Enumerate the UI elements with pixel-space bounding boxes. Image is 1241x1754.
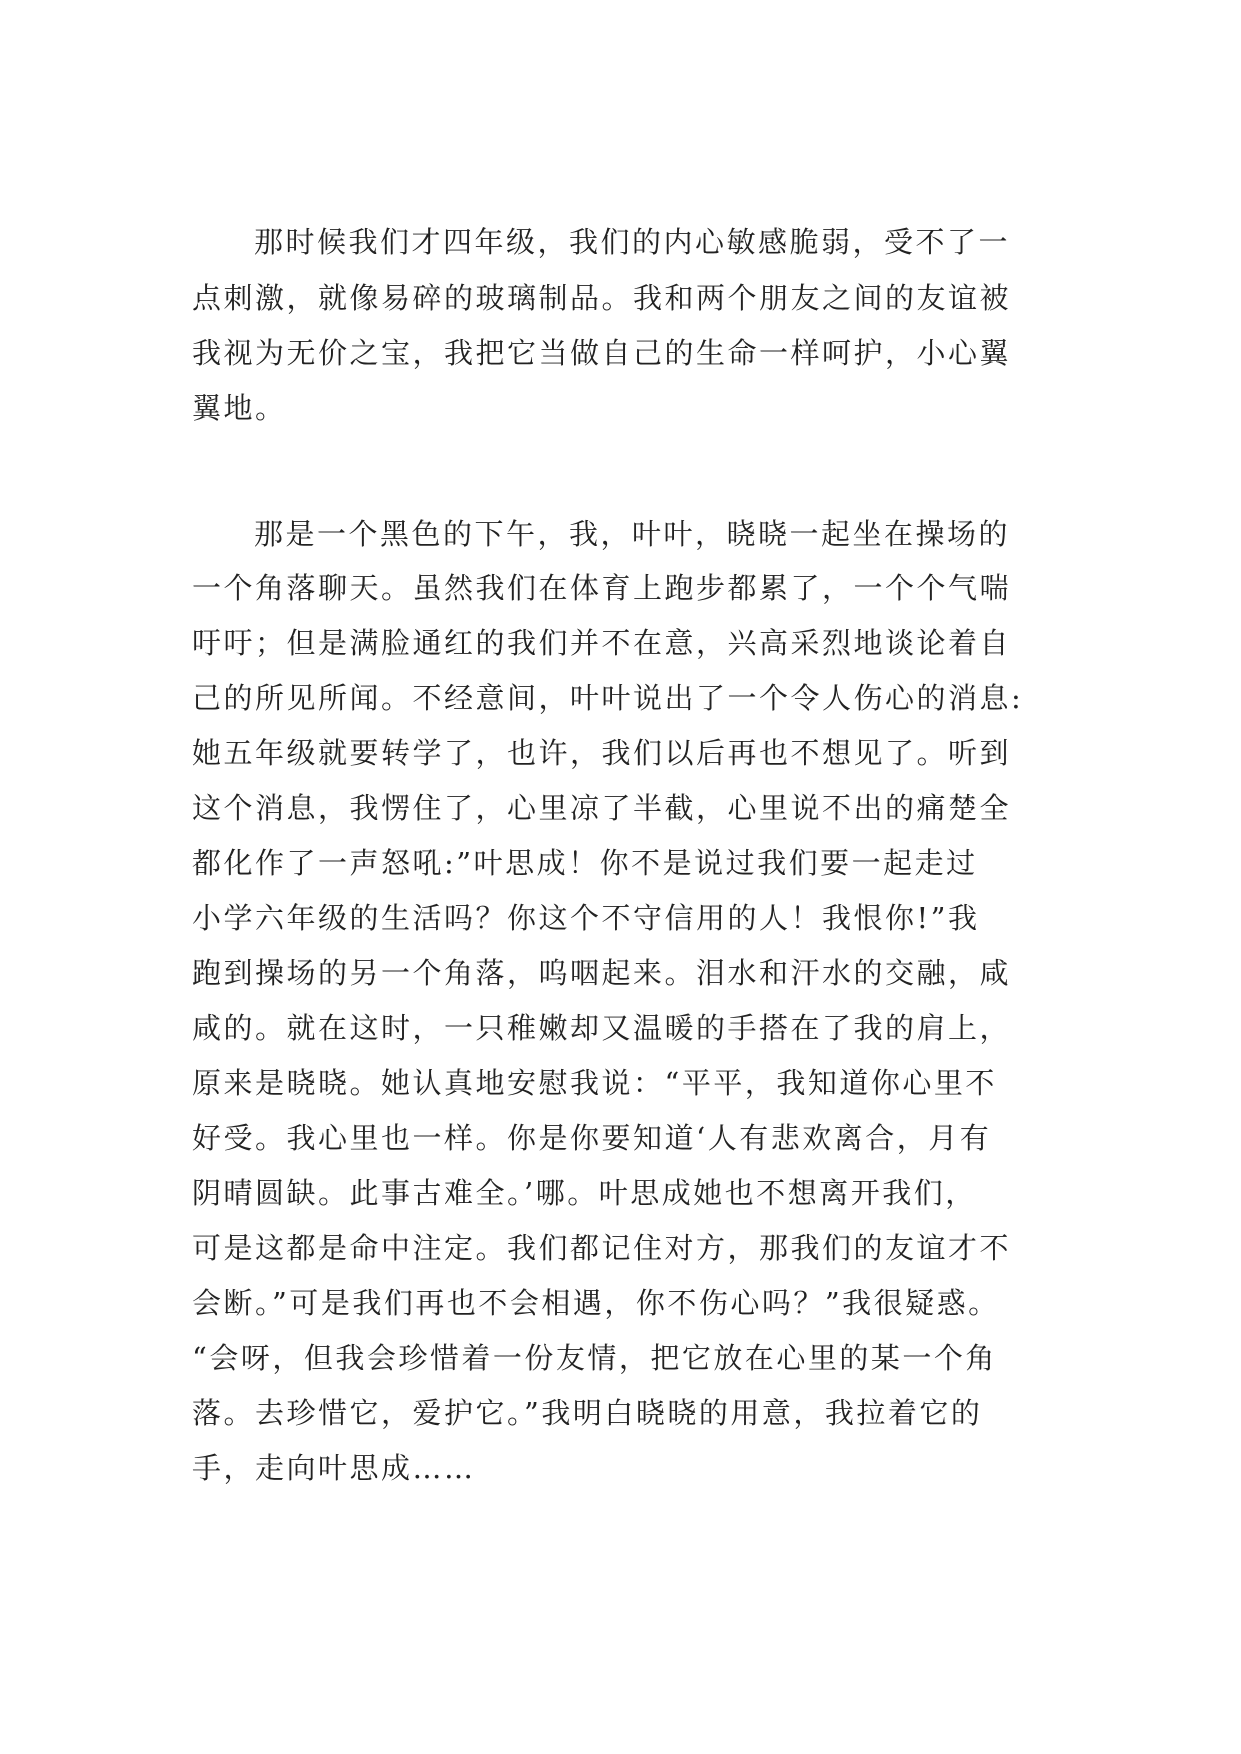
text-line: 一个角落聊天。虽然我们在体育上跑步都累了，一个个气喘	[192, 571, 1012, 605]
text-line: 手，走向叶思成……	[192, 1451, 476, 1485]
text-line: 她五年级就要转学了，也许，我们以后再也不想见了。听到	[192, 736, 1012, 770]
text-line: “会呀，但我会珍惜着一份友情，把它放在心里的某一个角	[192, 1341, 997, 1375]
text-line: 己的所见所闻。不经意间，叶叶说出了一个令人伤心的消息:	[192, 681, 1024, 715]
text-line: 咸的。就在这时，一只稚嫩却又温暖的手搭在了我的肩上，	[192, 1011, 1012, 1045]
text-line: 这个消息，我愣住了，心里凉了半截，心里说不出的痛楚全	[192, 791, 1012, 825]
text-line: 好受。我心里也一样。你是你要知道‘人有悲欢离合，月有	[192, 1121, 992, 1155]
text-line: 阴晴圆缺。此事古难全。’哪。叶思成她也不想离开我们，	[192, 1176, 977, 1210]
text-line: 会断。”可是我们再也不会相遇，你不伤心吗？”我很疑惑。	[192, 1286, 1000, 1320]
text-line: 跑到操场的另一个角落，呜咽起来。泪水和汗水的交融，咸	[192, 956, 1012, 990]
text-line: 可是这都是命中注定。我们都记住对方，那我们的友谊才不	[192, 1231, 1012, 1265]
text-line: 原来是晓晓。她认真地安慰我说：“平平，我知道你心里不	[192, 1066, 997, 1100]
text-line: 小学六年级的生活吗？你这个不守信用的人！我恨你!”我	[192, 901, 980, 935]
text-line: 那是一个黑色的下午，我，叶叶，晓晓一起坐在操场的	[254, 517, 1011, 551]
text-line: 都化作了一声怒吼:”叶思成！你不是说过我们要一起走过	[192, 846, 978, 880]
text-line: 翼地。	[192, 391, 287, 425]
text-line: 我视为无价之宝，我把它当做自己的生命一样呵护，小心翼	[192, 336, 1012, 370]
text-line: 吁吁；但是满脸通红的我们并不在意，兴高采烈地谈论着自	[192, 626, 1012, 660]
text-line: 点刺激，就像易碎的玻璃制品。我和两个朋友之间的友谊被	[192, 281, 1012, 315]
text-line: 落。去珍惜它，爱护它。”我明白晓晓的用意，我拉着它的	[192, 1396, 983, 1430]
text-line: 那时候我们才四年级，我们的内心敏感脆弱，受不了一	[254, 225, 1011, 259]
